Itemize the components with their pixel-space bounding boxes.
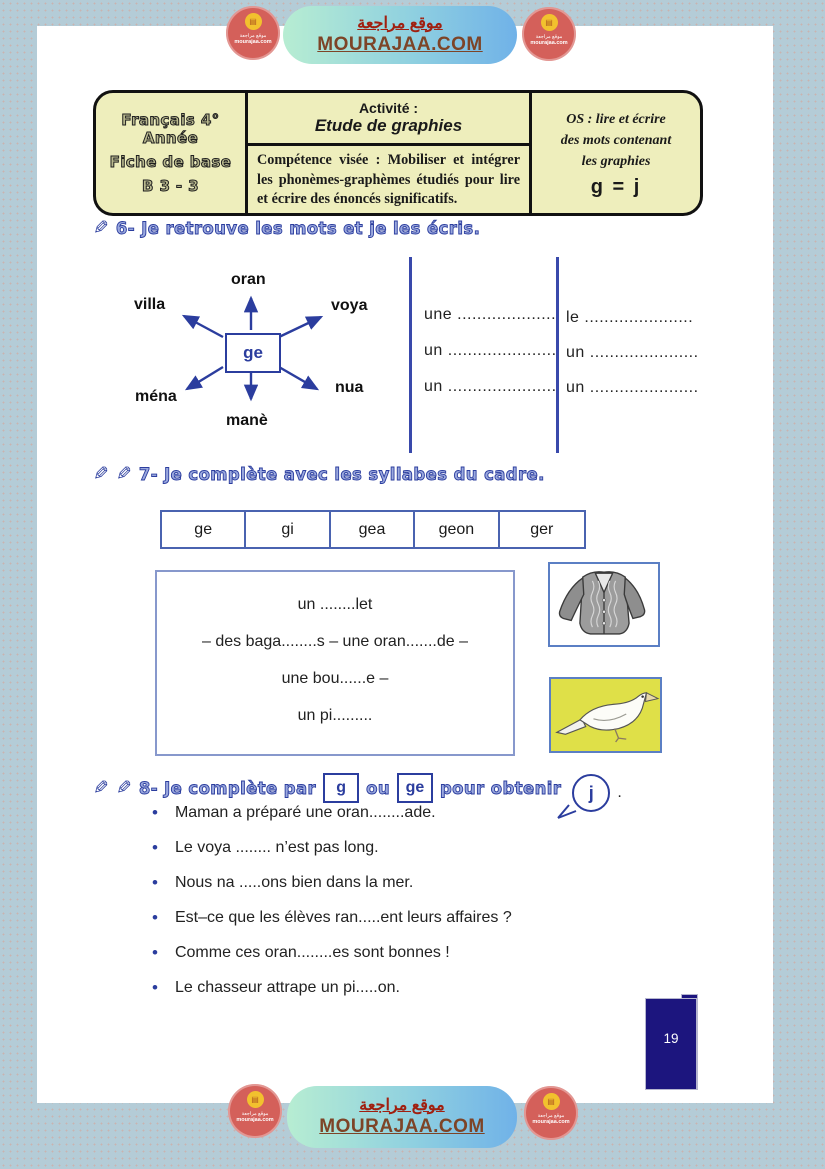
sentence-row [152, 802, 672, 837]
pencil-icon: ✎ [93, 218, 109, 239]
bullet-icon: • [152, 838, 158, 857]
syllable-table [160, 510, 586, 549]
header-right-cell [532, 93, 700, 213]
top-banner-pill [283, 6, 517, 64]
pigeon-image [549, 677, 662, 753]
bottom-banner [0, 1080, 825, 1169]
sentence-row [152, 837, 672, 872]
sentence-text: Le voya ........ n’est pas long. [174, 839, 379, 856]
header-table [93, 90, 703, 216]
sentence-text: Le chasseur attrape un pi.....on. [174, 979, 400, 996]
header-middle-cell [245, 93, 532, 213]
diagram-word-mena: ména [135, 388, 177, 405]
syllable-cell: ge [162, 512, 246, 547]
sentence-text: Comme ces oran........es sont bonnes ! [174, 944, 450, 961]
bottom-banner-pill [287, 1086, 517, 1148]
pencil-icon: ✎ [93, 777, 109, 799]
site-title-arabic[interactable]: موقع مراجعة [359, 1096, 445, 1114]
badge-url-label: mourajaa.com [236, 1117, 274, 1123]
fill-line: – des baga........s – une oran.......de – [202, 633, 468, 650]
graphies-equation: g = j [590, 176, 642, 198]
diagram-word-villa: villa [134, 296, 166, 313]
sentence-text: Maman a préparé une oran........ade. [174, 804, 436, 821]
activity-title: Etude de graphies [314, 116, 463, 135]
column-divider [409, 257, 412, 453]
bullet-icon: • [152, 978, 158, 997]
bullet-icon: • [152, 803, 158, 822]
diagram-word-nua: nua [335, 379, 364, 396]
diagram-word-mane: manè [226, 412, 268, 429]
badge-logo-icon: ▤ [543, 1093, 560, 1110]
badge-logo-icon: ▤ [541, 14, 558, 31]
page-number-box [646, 999, 696, 1089]
mourajaa-badge-right [524, 1086, 578, 1140]
answer-blank: une .................... [424, 306, 557, 323]
exercise7-title-text: 7- Je complète avec les syllabes du cadre. [138, 465, 545, 484]
exercise6-title-text: 6- Je retrouve les mots et je les écris. [115, 219, 481, 238]
pencil-icon: ✎ [93, 464, 109, 485]
sentence-text: Nous na .....ons bien dans la mer. [174, 874, 414, 891]
exercise8-ou-label: ou [366, 778, 390, 798]
fill-in-box [155, 570, 515, 756]
exercise8-sentences [152, 802, 672, 1012]
exercise6-title [93, 219, 480, 238]
top-banner [0, 0, 825, 70]
fill-line: une bou......e – [281, 670, 389, 687]
exercise8-title-prefix: 8- Je complète par [138, 778, 317, 798]
answer-blank: un ...................... [424, 342, 557, 359]
sheet-type-label: Fiche de base [109, 153, 232, 171]
syllable-cell: gea [331, 512, 415, 547]
sentence-row [152, 907, 672, 942]
sentence-row [152, 977, 672, 1012]
course-label: Français 4° Année [121, 111, 220, 147]
activity-label: Activité : [358, 100, 419, 116]
bullet-icon: • [152, 943, 158, 962]
answer-blank: un ...................... [566, 379, 699, 396]
mourajaa-badge-left [226, 6, 280, 60]
badge-url-label: mourajaa.com [234, 39, 272, 45]
site-title-arabic[interactable]: موقع مراجعة [357, 14, 443, 32]
sweater-illustration [550, 564, 658, 645]
mourajaa-badge-right [522, 7, 576, 61]
sweater-image [548, 562, 660, 647]
badge-url-label: mourajaa.com [530, 40, 568, 46]
activity-cell [248, 93, 529, 146]
pencil-icon: ✎ [115, 464, 132, 485]
diagram-word-oran: oran [231, 271, 266, 288]
pencil-icon: ✎ [115, 777, 132, 799]
fill-line: un pi......... [297, 707, 373, 724]
site-url-link[interactable]: MOURAJAA.COM [319, 1116, 485, 1138]
header-left-cell [96, 93, 245, 213]
os-line: des mots contenant [560, 133, 672, 148]
sentence-row [152, 942, 672, 977]
option-ge-box: ge [397, 773, 433, 803]
badge-arabic-label: موقع مراجعة [241, 1111, 269, 1117]
os-line: OS : lire et écrire [566, 112, 666, 127]
j-bubble-letter: j [572, 774, 610, 812]
page-number: 19 [663, 1031, 679, 1046]
mourajaa-badge-left [228, 1084, 282, 1138]
os-line: les graphies [581, 154, 651, 169]
badge-url-label: mourajaa.com [532, 1119, 570, 1125]
competence-text: Compétence visée : Mobiliser et intégrer les phonèmes-graphèmes étudiés pour lire et écrire des énoncés significatifs. [257, 152, 520, 208]
exercise8-title-suffix: pour obtenir [439, 778, 562, 798]
badge-arabic-label: موقع مراجعة [535, 34, 563, 40]
bullet-icon: • [152, 873, 158, 892]
exercise7-title [93, 465, 545, 484]
syllable-cell: geon [415, 512, 499, 547]
site-url-link[interactable]: MOURAJAA.COM [317, 34, 483, 56]
sheet-code-label: B 3 - 3 [142, 177, 199, 195]
center-syllable-box: ge [225, 333, 281, 373]
fill-line: un ........let [297, 596, 373, 613]
diagram-word-voya: voya [331, 297, 368, 314]
sentence-row [152, 872, 672, 907]
syllable-cell: gi [246, 512, 330, 547]
syllable-cell: ger [530, 520, 554, 538]
sentence-period: . [617, 784, 622, 801]
answer-blank: un ...................... [424, 378, 557, 395]
badge-arabic-label: موقع مراجعة [537, 1113, 565, 1119]
pigeon-illustration [551, 679, 660, 751]
badge-logo-icon: ▤ [247, 1091, 264, 1108]
badge-logo-icon: ▤ [245, 13, 262, 30]
sentence-text: Est–ce que les élèves ran.....ent leurs affaires ? [174, 909, 512, 926]
answer-blank: un ...................... [566, 344, 699, 361]
badge-arabic-label: موقع مراجعة [239, 33, 267, 39]
bullet-icon: • [152, 908, 158, 927]
answer-blank: le ...................... [566, 309, 694, 326]
option-g-box: g [323, 773, 359, 803]
